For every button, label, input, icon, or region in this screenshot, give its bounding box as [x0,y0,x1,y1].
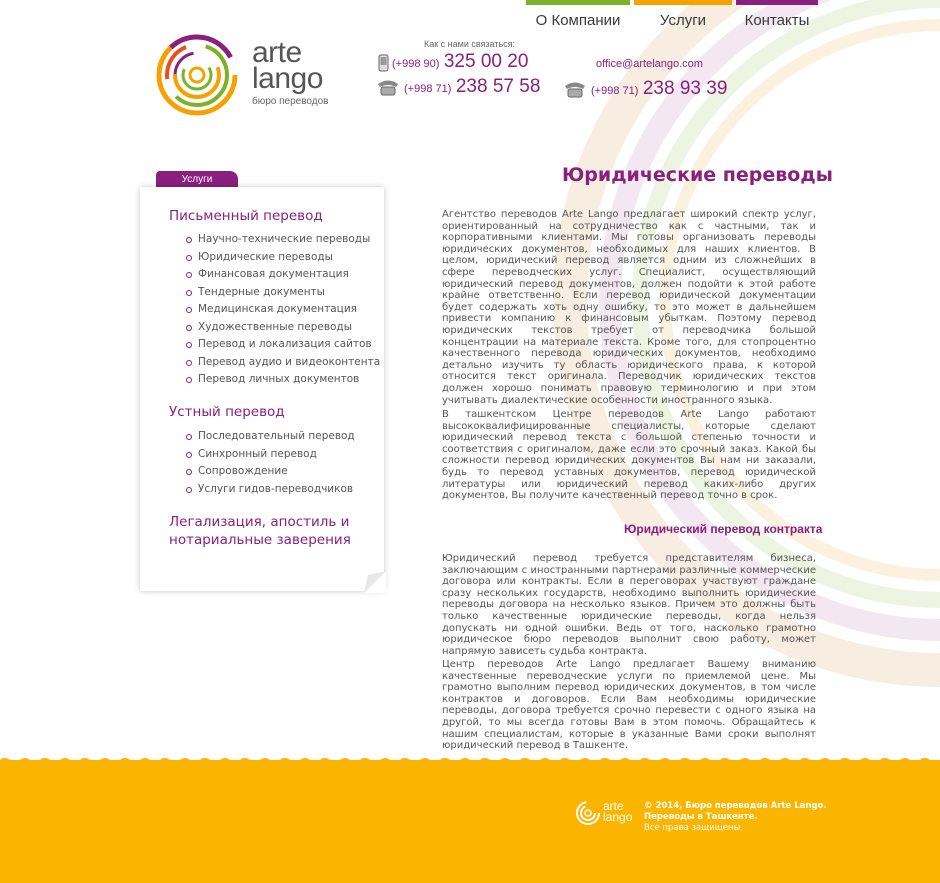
paragraph-contract: Юридический перевод требуется представителям бизнеса, заключающим с иностранными партнерами различные коммерческие договора или контракты. Если в переговорах участвуют граждане сразу нескольких государств, необходимо выполнить юридические переводы договора на несколько языков. Причем это должны быть только качественные юридические переводы, когда нельзя допускать ни одной ошибки. Ведь от того, насколько грамотно юридическое бюро переводов выполнит свою работу, может напрямую зависеть судьба контракта. [442,553,816,657]
sidebar-heading-legalization[interactable]: Легализация, апостиль и [169,514,350,530]
footer-rights: Все права защищены. [644,823,743,833]
footer-logo-icon [575,800,601,826]
sidebar-item[interactable]: Медицинская документация [186,301,380,319]
nav-about[interactable]: О Компании [526,0,630,28]
phone-office-1 [404,76,540,98]
logo-word-lango: lango [252,62,323,95]
sidebar-tab: Услуги [156,171,238,188]
mobile-phone-icon [378,54,389,72]
logo-word-arte: arte [252,36,302,69]
sidebar-item[interactable]: Тендерные документы [186,284,380,302]
nav-contacts[interactable]: Контакты [736,0,818,28]
phone-office-2-code: (+998 71) [591,85,639,97]
sidebar-item[interactable]: Синхронный перевод [186,446,355,464]
desk-phone-icon [376,78,400,96]
phone-mobile-number: 325 00 20 [443,51,529,72]
sidebar-item[interactable]: Финансовая документация [186,266,380,284]
sidebar-list-oral [186,428,355,498]
logo-subtitle: бюро переводов [252,96,329,107]
email-link[interactable]: office@artelango.com [596,58,703,70]
phone-office-2-number: 238 93 39 [642,78,728,99]
paragraph-offer: Центр переводов Arte Lango предлагает Вашему вниманию качественные переводческие услуги по приемлемой цене. Мы грамотно выполним перевод юридических документов, в том числе контрактов и договоров. Если Вам необходимы юридические переводы, договора требуется срочно перевести с одного языка на другой, то мы всегда готовы Вам в этом помочь. Обращайтесь к нашим специалистам, которые в указанные Вами сроки выполнят юридический перевод в Ташкенте. [442,659,816,752]
sidebar-item[interactable]: Последовательный перевод [186,428,355,446]
desk-phone-icon [563,80,587,98]
sidebar-item[interactable]: Перевод и локализация сайтов [186,336,380,354]
page-title: Юридические переводы [562,164,833,186]
paragraph-tashkent: В ташкентском Центре переводов Arte Lango работают высококвалифицированные специалисты, которые сделают юридический перевод текста с большой степенью точности и соответствия с оригиналом, даже если это срочный заказ. Какой бы сложности перевод юридических документов Вы нам ни заказали, будь то перевод уставных документов, перевод юридической литературы или юридический перевод каких-либо других документов, Вы получите качественный перевод точно в срок. [442,409,816,502]
sidebar-item[interactable]: Сопровождение [186,463,355,481]
footer-logo-word-lango: lango [603,810,633,824]
sidebar-item[interactable]: Юридические переводы [186,249,380,267]
sidebar-list-written [186,231,380,389]
sidebar-heading-legalization-line2[interactable]: нотариальные заверения [169,532,351,548]
phone-mobile-code: (+998 90) [392,58,440,70]
paragraph-intro: Агентство переводов Arte Lango предлагает широкий спектр услуг, ориентированный на сотрудничество как с частными, так и корпоративными клиентами. Мы готовы организовать переводы юридических документов, необходимых для наших клиентов. В целом, юридический перевод является одним из сложнейших в сфере переводческих услуг. Специалист, осуществляющий юридический перевод документов, должен подойти к этой работе крайне ответственно. Если перевод юридической документации будет содержать хоть одну ошибку, то это может в дальнейшем привести компанию к финансовым убыткам. Поэтому перевод юридических текстов требует от переводчика большой концентрации на материале текста. Кроме того, для стопроцентно качественного перевода юридических документов, необходимо детально изучить ту область юридического права, к которой относится текст оригинала. Переводчик юридических текстов должен хорошо понимать правовую терминологию и при этом учитывать диалектические особенности иностранного языка. [442,209,816,406]
sidebar-item[interactable]: Услуги гидов-переводчиков [186,481,355,499]
sidebar-heading-oral[interactable]: Устный перевод [169,404,285,420]
top-nav [526,0,818,28]
section-subtitle: Юридический перевод контракта [624,522,823,536]
page-fold-corner [364,571,386,593]
sidebar-heading-written[interactable]: Письменный перевод [169,208,323,224]
phone-office-1-number: 238 57 58 [455,76,541,97]
sidebar-item[interactable]: Научно-технические переводы [186,231,380,249]
footer-line-1: © 2014, Бюро переводов Arte Lango. [644,801,827,811]
nav-services[interactable]: Услуги [634,0,732,28]
footer-logo-word-arte: arte [603,799,624,813]
footer-line-2: Переводы в Ташкенте. [644,812,758,822]
sidebar-item[interactable]: Перевод аудио и видеоконтента [186,354,380,372]
phone-mobile [392,51,528,73]
sidebar-item[interactable]: Художественные переводы [186,319,380,337]
sidebar-item[interactable]: Перевод личных документов [186,371,380,389]
phone-office-2 [591,78,727,100]
contact-caption: Как с нами связаться: [424,39,516,49]
phone-office-1-code: (+998 71) [404,83,452,95]
footer-copyright [644,801,827,823]
